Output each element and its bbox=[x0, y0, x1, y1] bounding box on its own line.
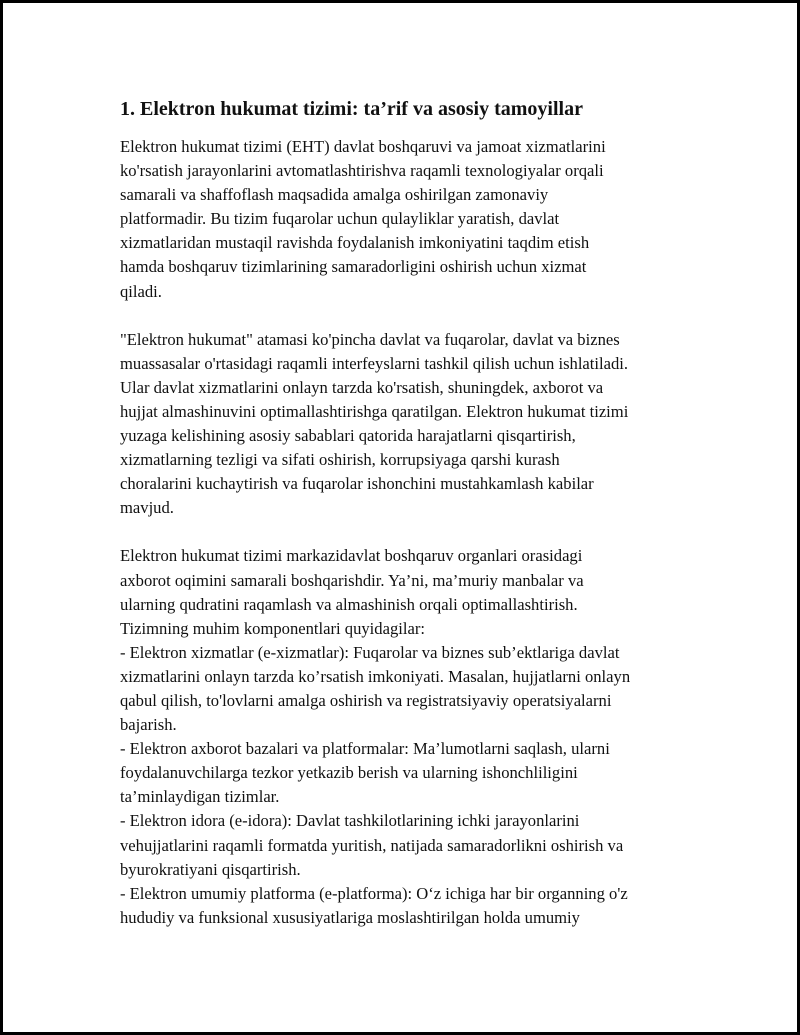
text-line: axborot oqimini samarali boshqarishdir. Ya’ni, ma’muriy manbalar va bbox=[120, 570, 584, 590]
text-line: yuzaga kelishining asosiy sabablari qatorida harajatlarni qisqartirish, bbox=[120, 426, 576, 446]
list-item-line: vehujjatlarini raqamli formatda yuritish, natijada samaradorlikni oshirish va bbox=[120, 835, 624, 855]
text-line: xizmatlarning tezligi va sifati oshirish, korrupsiyaga qarshi kurash bbox=[120, 450, 560, 470]
text-line: hujjat almashinuvini optimallashtirishga qaratilgan. Elektron hukumat tizimi bbox=[120, 401, 629, 421]
list-item-line: xizmatlarini onlayn tarzda ko’rsatish imkoniyati. Masalan, hujjatlarni onlayn bbox=[120, 666, 631, 686]
text-line: Tizimning muhim komponentlari quyidagilar: bbox=[120, 618, 425, 638]
list-item-line: ta’minlaydigan tizimlar. bbox=[120, 787, 280, 807]
text-line: ko'rsatish jarayonlarini avtomatlashtirishva raqamli texnologiyalar orqali bbox=[120, 161, 604, 181]
text-line: xizmatlaridan mustaqil ravishda foydalanish imkoniyatini taqdim etish bbox=[120, 233, 590, 253]
list-item-line: hududiy va funksional xususiyatlariga moslashtirilgan holda umumiy bbox=[120, 907, 580, 927]
text-line: Elektron hukumat tizimi markazidavlat boshqaruv organlari orasidagi bbox=[120, 546, 583, 566]
text-line: choralarini kuchaytirish va fuqarolar ishonchini mustahkamlash kabilar bbox=[120, 474, 594, 494]
paragraph-components bbox=[120, 544, 720, 930]
text-line: hamda boshqaruv tizimlarining samaradorligini oshirish uchun xizmat bbox=[120, 257, 587, 277]
text-line: Elektron hukumat tizimi (EHT) davlat boshqaruvi va jamoat xizmatlarini bbox=[120, 137, 606, 156]
text-line: Ular davlat xizmatlarini onlayn tarzda ko'rsatish, shuningdek, axborot va bbox=[120, 377, 604, 397]
paragraph-term-usage bbox=[120, 328, 720, 521]
list-item-line: - Elektron axborot bazalari va platformalar: Ma’lumotlarni saqlash, ularni bbox=[120, 739, 610, 759]
text-line: muassasalar o'rtasidagi raqamli interfeyslarni tashkil qilish uchun ishlatiladi. bbox=[120, 353, 629, 373]
document-body bbox=[120, 96, 720, 954]
list-item-line: - Elektron idora (e-idora): Davlat tashkilotlarining ichki jarayonlarini bbox=[120, 811, 580, 831]
list-item-line: byurokratiyani qisqartirish. bbox=[120, 859, 301, 879]
text-line: "Elektron hukumat" atamasi ko'pincha davlat va fuqarolar, davlat va biznes bbox=[120, 329, 620, 349]
list-item-line: qabul qilish, to'lovlarni amalga oshirish va registratsiyaviy operatsiyalarni bbox=[120, 690, 612, 710]
text-line: samarali va shaffoflash maqsadida amalga oshirilgan zamonaviy bbox=[120, 185, 549, 205]
list-item-line: bajarish. bbox=[120, 715, 177, 735]
text-line: ularning qudratini raqamlash va almashinish orqali optimallashtirish. bbox=[120, 594, 578, 614]
list-item-line: - Elektron xizmatlar (e-xizmatlar): Fuqarolar va biznes sub’ektlariga davlat bbox=[120, 642, 620, 662]
text-line: qiladi. bbox=[120, 281, 162, 301]
paragraph-definition bbox=[120, 135, 720, 304]
list-item-line: - Elektron umumiy platforma (e-platforma): O‘z ichiga har bir organning o'z bbox=[120, 883, 628, 903]
text-line: mavjud. bbox=[120, 498, 174, 518]
section-heading: 1. Elektron hukumat tizimi: ta’rif va asosiy tamoyillar bbox=[120, 98, 583, 120]
list-item-line: foydalanuvchilarga tezkor yetkazib berish va ularning ishonchliligini bbox=[120, 763, 578, 783]
text-line: platformadir. Bu tizim fuqarolar uchun qulayliklar yaratish, davlat bbox=[120, 209, 560, 229]
